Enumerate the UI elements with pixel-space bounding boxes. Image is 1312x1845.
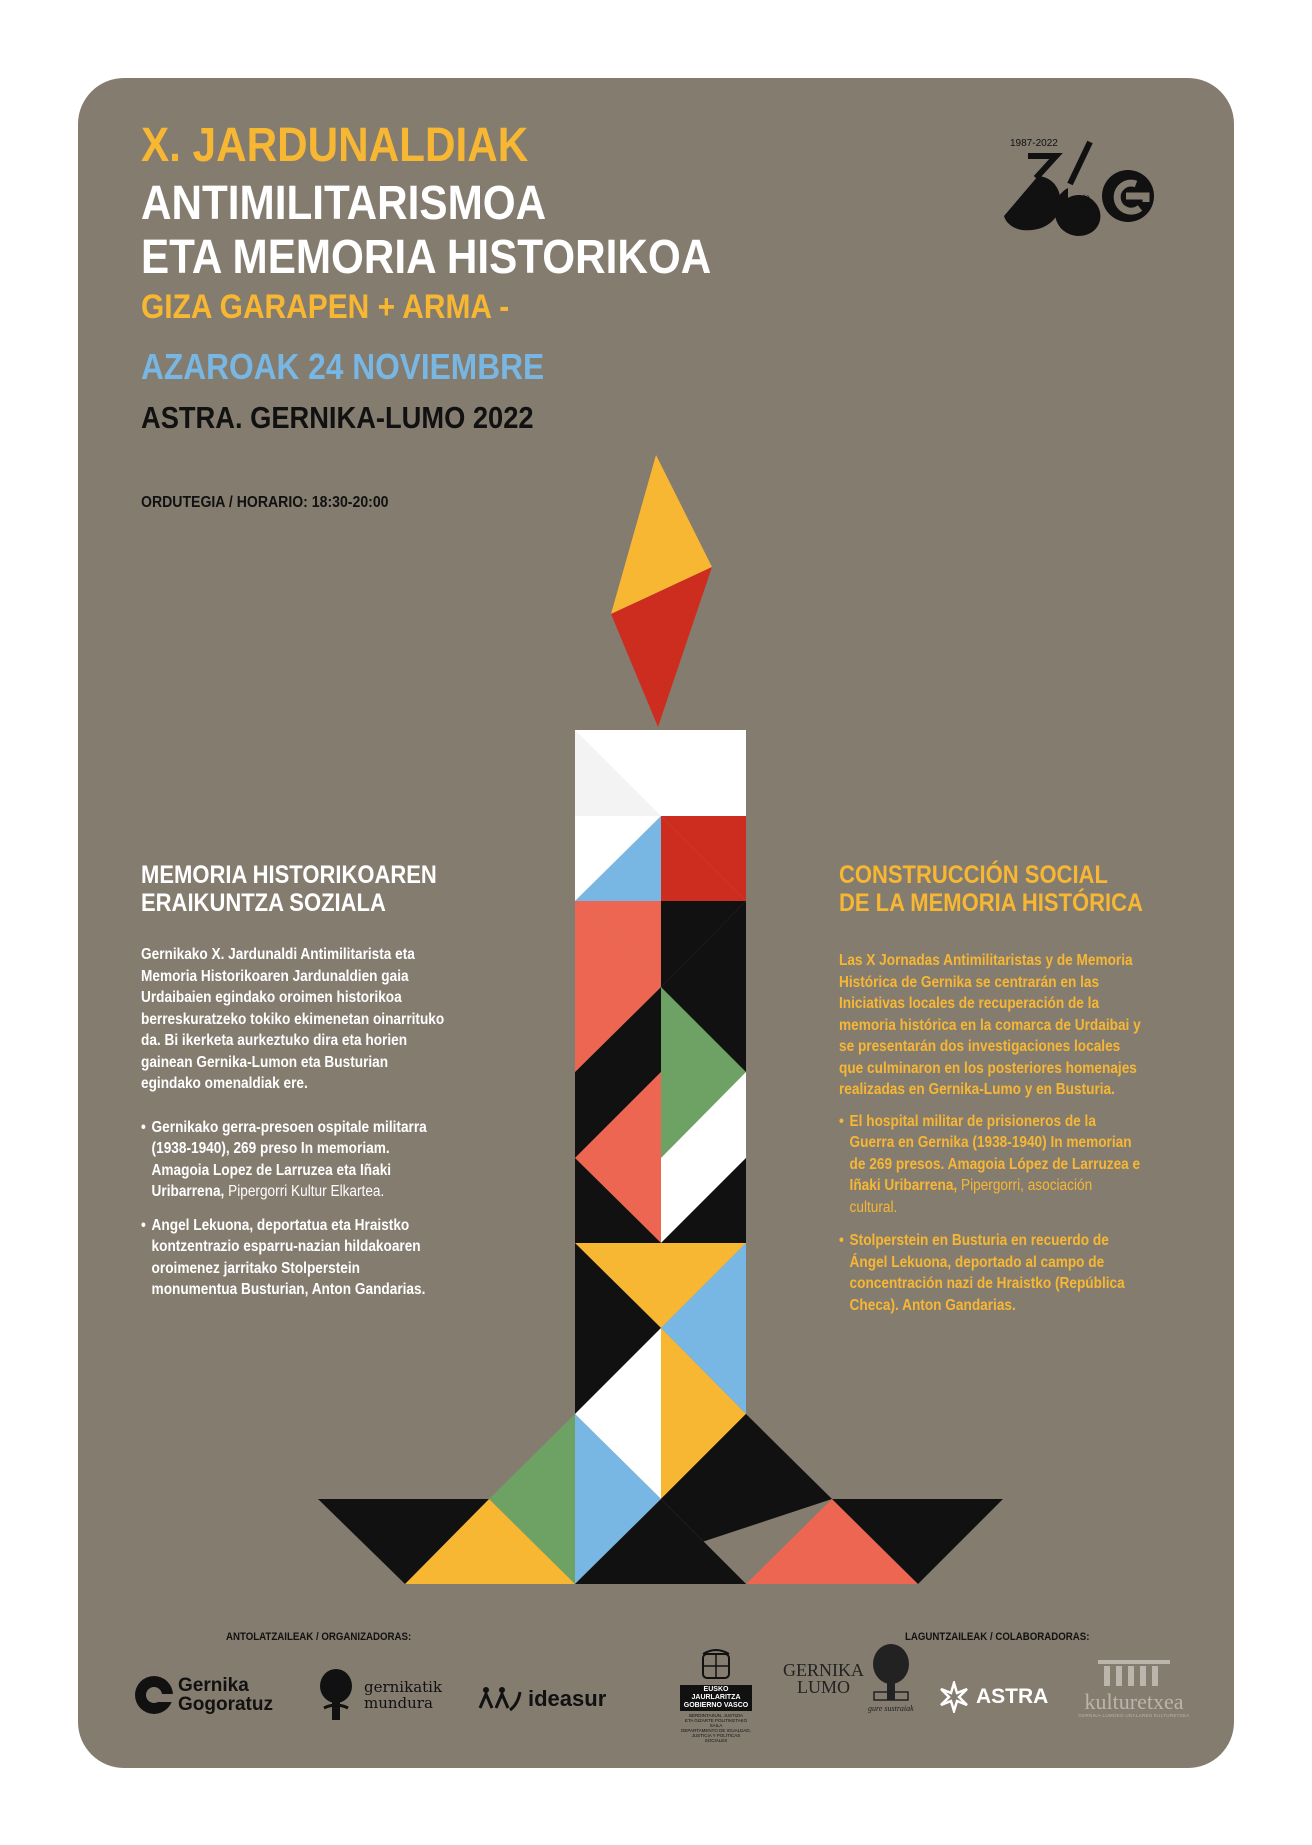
gernika-gogoratuz-text-2: Gogoratuz bbox=[178, 1694, 273, 1715]
right-column-body bbox=[839, 950, 1143, 1328]
right-title-line-2: DE LA MEMORIA HISTÓRICA bbox=[839, 889, 1143, 917]
eusko-text-1: EUSKO JAURLARITZA bbox=[691, 1686, 741, 1701]
gernika-tree-emblem bbox=[864, 1642, 918, 1716]
tree-icon bbox=[318, 1668, 354, 1722]
right-bullet-1 bbox=[839, 1111, 1143, 1219]
gernika-gogoratuz-logo bbox=[133, 1674, 273, 1716]
right-intro: Las X Jornadas Antimilitaristas y de Memoria Histórica de Gernika se centrarán en las Iniciativas locales de recuperación de la memoria histórica en la comarca de Urdaibai y se presentarán dos investigaciones locales que culminaron en los posteriores homenajes realizadas en Gernika-Lumo y en Busturia. bbox=[839, 952, 1141, 1098]
candle-illustration bbox=[78, 78, 1234, 1768]
anniversary-caption-3: years bbox=[1076, 211, 1096, 220]
poster bbox=[78, 78, 1234, 1768]
organizers-label: ANTOLATZAILEAK / ORGANIZADORAS: bbox=[226, 1631, 412, 1643]
ideasur-logo bbox=[478, 1686, 606, 1712]
eusko-jaurlaritza-logo bbox=[680, 1648, 752, 1743]
gernikatik-mundura-text bbox=[364, 1679, 442, 1711]
gernika-gogoratuz-text bbox=[178, 1676, 273, 1714]
right-bullet-1-text: El hospital militar de prisioneros de la Guerra en Gernika (1938-1940) In memorian de 269 presos. Amagoia López de Larruzea e Iñaki Uribarrena, bbox=[849, 1112, 1141, 1194]
left-bullet-1 bbox=[141, 1117, 445, 1203]
astra-star-icon bbox=[938, 1681, 970, 1713]
event-title-line-1: ANTIMILITARISMOA bbox=[141, 177, 547, 230]
event-subtitle: GIZA GARAPEN + ARMA - bbox=[141, 288, 510, 326]
astra-text: ASTRA bbox=[976, 1685, 1049, 1708]
left-intro: Gernikako X. Jardunaldi Antimilitarista eta Memoria Historikoaren Jardunaldien gaia Urdaibaien egindako oroimen historikoa berreskuratzeko tokiko ekimenetan oinarrituko da. Bi ikerketa aurkeztuko dira eta horien gainean Gernika-Lumon eta Busturian egindako omenaldiak ere. bbox=[141, 946, 445, 1092]
left-bullet-1-text: Gernikako gerra-presoen ospitale militarra (1938-1940), 269 preso In memoriam. Amagoia Lopez de Larruzea eta Iñaki Uribarrena, bbox=[151, 1118, 427, 1200]
gernika-gogoratuz-text-1: Gernika bbox=[178, 1675, 249, 1696]
right-title-line-1: CONSTRUCCIÓN SOCIAL bbox=[839, 861, 1108, 889]
eusko-text-4: ETA GIZARTE POLITIKETAKO SAILA bbox=[684, 1718, 748, 1728]
eusko-band bbox=[680, 1685, 752, 1711]
event-date: AZAROAK 24 NOVIEMBRE bbox=[141, 346, 545, 387]
gernika-lumo-text-1: GERNIKA bbox=[783, 1660, 864, 1680]
anniversary-years: 1987-2022 bbox=[1010, 138, 1058, 149]
kulturetxea-text: kulturetxea bbox=[1084, 1689, 1184, 1714]
collaborators-label: LAGUNTZAILEAK / COLABORADORAS: bbox=[905, 1631, 1090, 1643]
gernika-gogoratuz-icon bbox=[133, 1674, 175, 1716]
left-bullet-1-org: Pipergorri Kultur Elkartea. bbox=[228, 1183, 385, 1200]
right-column-title bbox=[839, 861, 1143, 917]
anniversary-caption-1: urte bbox=[1076, 193, 1090, 202]
right-bullet-1-org: Pipergorri, asociación cultural. bbox=[849, 1177, 1093, 1216]
building-icon bbox=[1096, 1658, 1172, 1686]
oak-tree-icon bbox=[864, 1642, 918, 1706]
ideasur-text: ideasur bbox=[528, 1686, 607, 1711]
gernika-lumo-text-2: LUMO bbox=[797, 1677, 850, 1697]
left-column-title bbox=[141, 861, 437, 917]
event-title-line-2: ETA MEMORIA HISTORIKOA bbox=[141, 231, 712, 284]
astra-logo bbox=[938, 1681, 1048, 1713]
gernikatik-text-1: gernikatik bbox=[364, 1678, 443, 1696]
gernika-lumo-logo bbox=[783, 1642, 918, 1716]
eusko-text-2: GOBIERNO VASCO bbox=[683, 1702, 749, 1709]
coat-of-arms-icon bbox=[699, 1648, 733, 1680]
gernika-lumo-tagline: gure sustraiak bbox=[868, 1704, 914, 1713]
right-bullet-2: • Stolperstein en Busturia en recuerdo de Ángel Lekuona, deportado al campo de concentración nazi de Hraistko (República Checa). Anton Gandarias. bbox=[839, 1230, 1143, 1316]
left-bullet-2: • Angel Lekuona, deportatua eta Hraistko kontzentrazio esparru-nazian hildakoaren oroimenez jarritako Stolperstein monumentua Busturian, Anton Gandarias. bbox=[141, 1215, 445, 1301]
event-schedule: ORDUTEGIA / HORARIO: 18:30-20:00 bbox=[141, 494, 389, 511]
eusko-department bbox=[680, 1713, 752, 1743]
kulturetxea-logo bbox=[1076, 1658, 1192, 1718]
gernika-lumo-text bbox=[783, 1662, 864, 1696]
anniversary-caption-2: años bbox=[1076, 202, 1094, 211]
left-title-line-2: ERAIKUNTZA SOZIALA bbox=[141, 889, 386, 917]
eusko-text-5: DEPARTAMENTO DE IGUALDAD, bbox=[681, 1728, 751, 1733]
ideasur-people-icon bbox=[478, 1686, 522, 1712]
event-edition-title: X. JARDUNALDIAK bbox=[141, 119, 529, 172]
base-tri-black-mid-2 bbox=[746, 1414, 832, 1499]
left-column-body bbox=[141, 944, 445, 1313]
kulturetxea-subtext: GERNIKA-LUMOKO UDALAREN KULTURETXEA bbox=[1078, 1713, 1190, 1718]
gernikatik-text-2: mundura bbox=[364, 1694, 433, 1712]
base-tri-green bbox=[489, 1414, 575, 1499]
event-venue: ASTRA. GERNIKA-LUMO 2022 bbox=[141, 400, 534, 435]
left-title-line-1: MEMORIA HISTORIKOAREN bbox=[141, 861, 437, 889]
eusko-text-3: BERDINTASUN, JUSTIZIA bbox=[689, 1713, 743, 1718]
eusko-text-6: JUSTICIA Y POLÍTICAS SOCIALES bbox=[691, 1733, 741, 1743]
gernikatik-mundura-logo bbox=[318, 1668, 442, 1722]
